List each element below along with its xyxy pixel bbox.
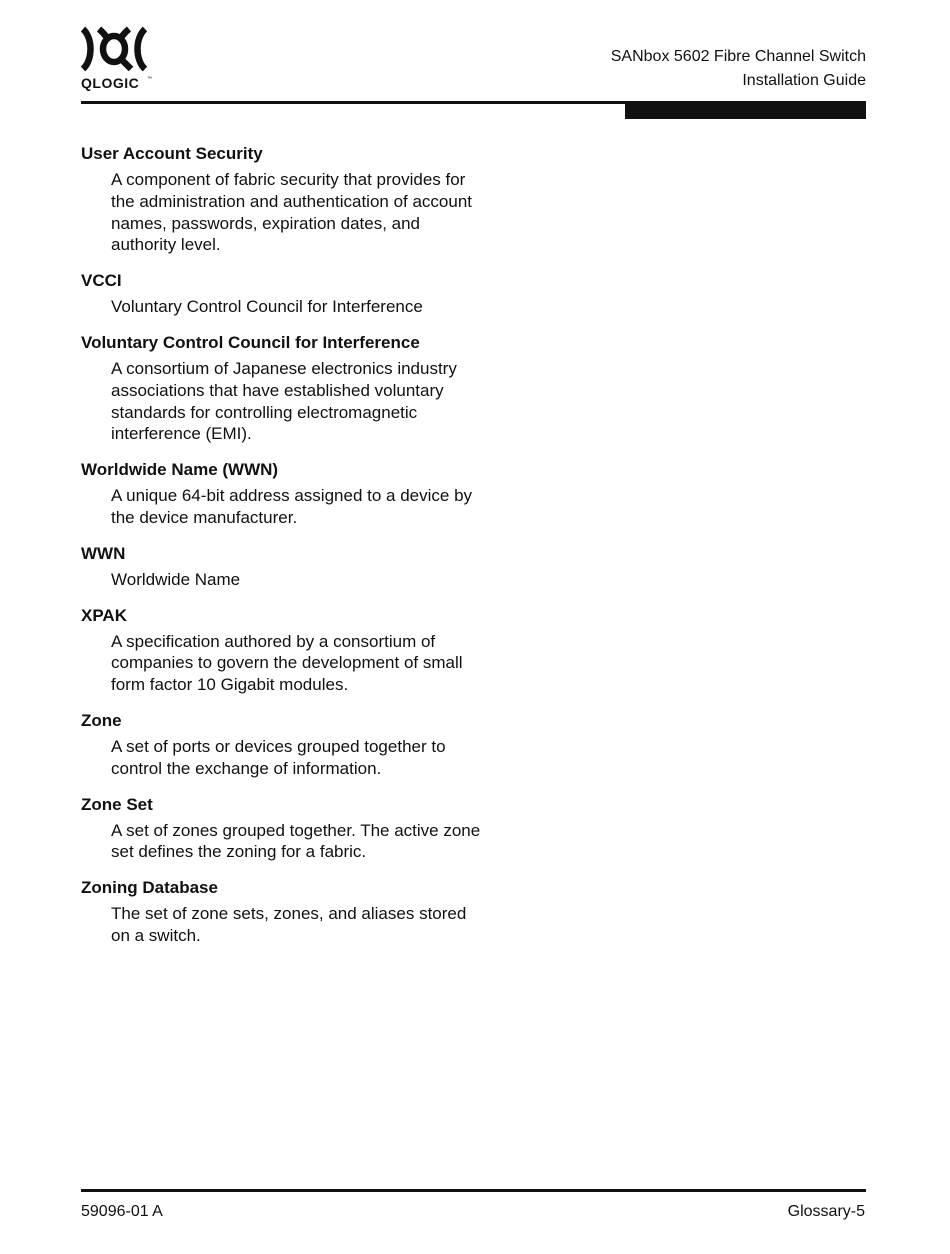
glossary-definition: A component of fabric security that provides for the administration and authentication of account names, passwords, expiration dates, and authority level. [111,170,473,255]
glossary-definition: A unique 64-bit address assigned to a device by the device manufacturer. [111,486,473,527]
glossary-term: WWN [81,543,126,563]
glossary-term: XPAK [81,605,127,625]
glossary-term: Worldwide Name (WWN) [81,460,279,480]
glossary-list [81,143,481,961]
glossary-term: Zoning Database [81,878,218,898]
qlogic-logo-icon [81,26,147,72]
glossary-definition: The set of zone sets, zones, and aliases stored on a switch. [111,904,467,945]
header-subtitle: Installation Guide [742,72,866,89]
glossary-term: Voluntary Control Council for Interference [81,332,420,352]
logo-trademark: ™ [147,76,152,82]
header-tab-bar [625,101,866,119]
glossary-term: User Account Security [81,144,263,163]
glossary-term: Zone [81,710,122,730]
glossary-entry [81,794,481,864]
header-title: SANbox 5602 Fibre Channel Switch [610,48,866,65]
page-header [611,45,866,93]
glossary-definition: A set of zones grouped together. The active zone set defines the zoning for a fabric. [111,820,481,862]
glossary-term: VCCI [81,271,122,291]
glossary-entry [81,710,481,780]
glossary-definition: Worldwide Name [111,569,241,589]
glossary-definition: A consortium of Japanese electronics industry associations that have established voluntary standards for controlling electromagnetic interference (EMI). [111,358,457,444]
qlogic-logo [81,26,151,92]
glossary-entry [81,877,481,947]
glossary-definition: Voluntary Control Council for Interference [111,297,423,317]
glossary-entry [81,143,481,256]
page-number: Glossary-5 [787,1203,865,1220]
footer-divider [81,1189,866,1192]
glossary-entry [81,332,481,445]
glossary-entry [81,459,481,529]
glossary-definition: A specification authored by a consortium of companies to govern the development of small form factor 10 Gigabit modules. [111,631,463,695]
glossary-term: Zone Set [81,794,153,814]
logo-wordmark: QLOGIC [81,75,140,91]
glossary-entry [81,270,481,318]
glossary-entry [81,605,481,696]
document-number: 59096-01 A [81,1203,163,1220]
glossary-definition: A set of ports or devices grouped together to control the exchange of information. [111,736,446,778]
glossary-entry [81,543,481,591]
